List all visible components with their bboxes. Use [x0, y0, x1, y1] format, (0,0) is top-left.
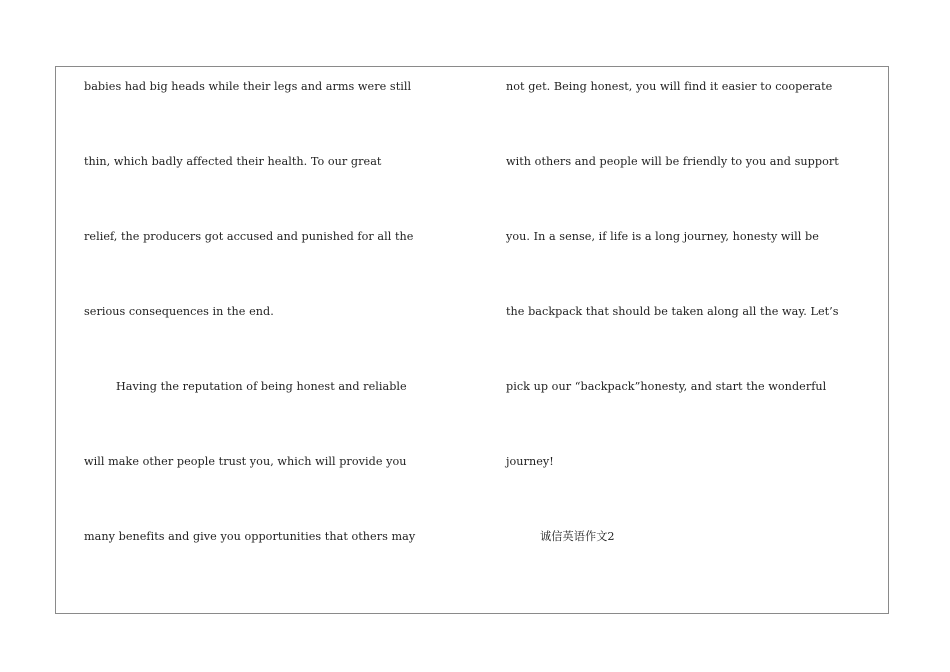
- paragraph-start-line: Having the reputation of being honest and reliable: [116, 380, 407, 393]
- section-heading: 诚信英语作文2: [540, 530, 615, 543]
- text-line: journey!: [506, 455, 554, 468]
- text-line: with others and people will be friendly to you and support: [506, 155, 839, 168]
- text-line: you. In a sense, if life is a long journey, honesty will be: [506, 230, 819, 243]
- text-line: many benefits and give you opportunities that others may: [84, 530, 416, 543]
- text-line: the backpack that should be taken along all the way. Let’s: [506, 305, 839, 318]
- text-line: serious consequences in the end.: [84, 305, 274, 318]
- text-line: pick up our “backpack”honesty, and start the wonderful: [506, 380, 827, 393]
- text-line: babies had big heads while their legs and arms were still: [84, 80, 412, 93]
- text-line: will make other people trust you, which will provide you: [84, 455, 407, 468]
- text-line: not get. Being honest, you will find it easier to cooperate: [506, 80, 833, 93]
- text-line: thin, which badly affected their health. To our great: [84, 155, 382, 168]
- text-line: relief, the producers got accused and punished for all the: [84, 230, 414, 243]
